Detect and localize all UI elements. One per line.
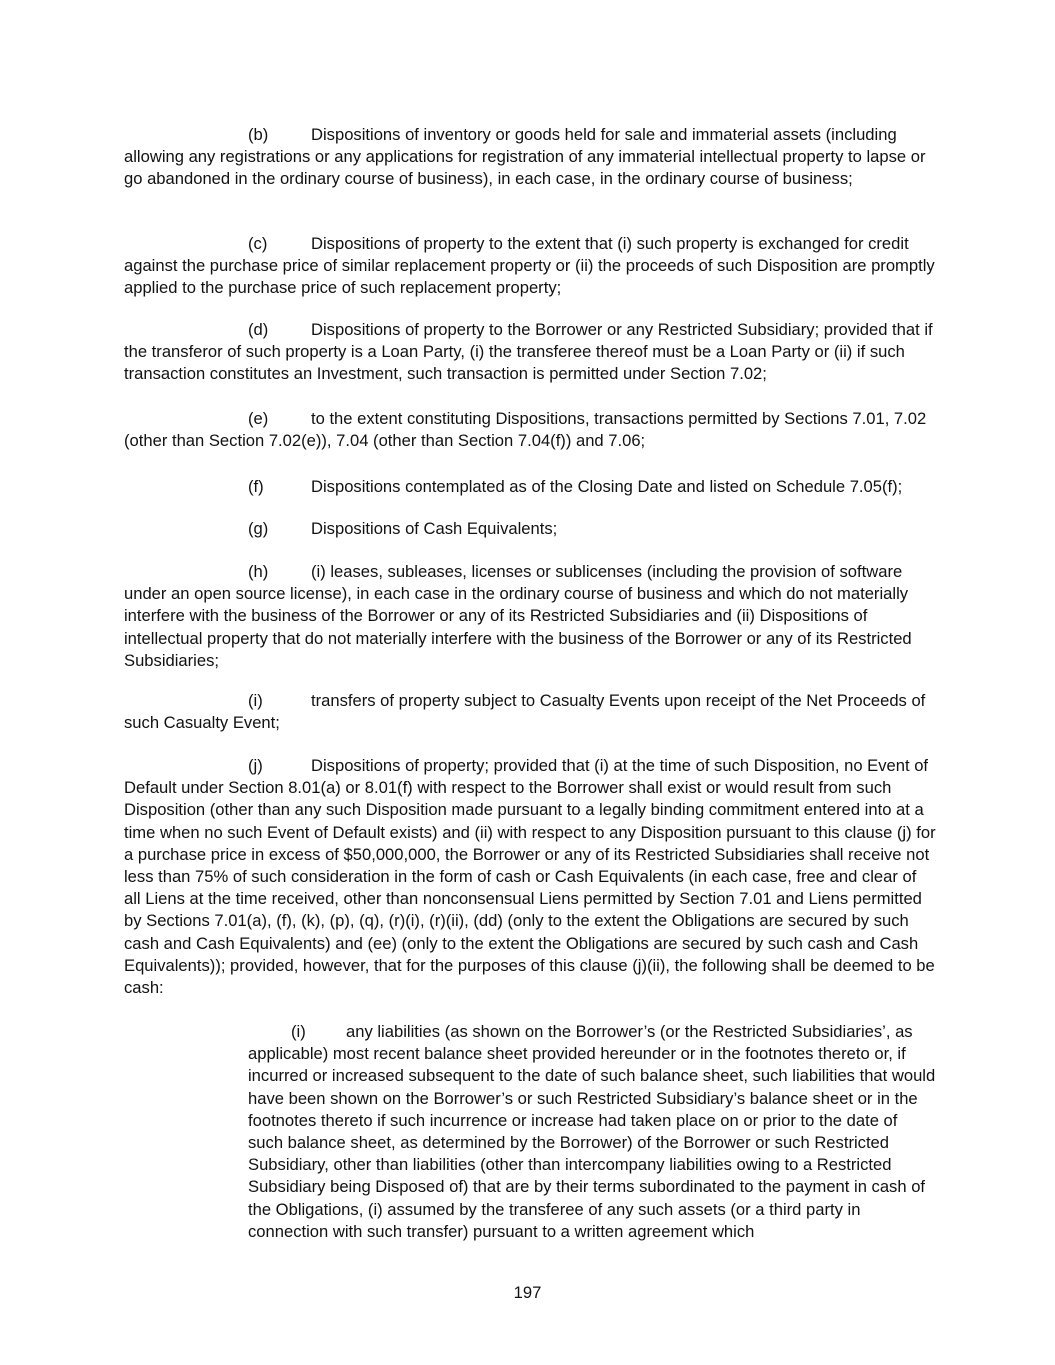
subparagraph-label: (i) — [291, 1022, 306, 1041]
paragraph-label: (e) — [248, 409, 269, 428]
subparagraph-i — [248, 1021, 936, 1243]
paragraph-text: Dispositions of property to the Borrower or any Restricted Subsidiary; provided that if the transferor of such property is a Loan Party, (i) the transferee thereof must be a Loan Party or (ii) if such transaction constitutes an Investment, such transaction is permitted under Section 7.02; — [124, 320, 933, 384]
paragraph-label: (g) — [248, 519, 269, 538]
paragraph-b — [124, 124, 936, 191]
subparagraph-text: any liabilities (as shown on the Borrower’s (or the Restricted Subsidiaries’, as applicable) most recent balance sheet provided hereunder or in the footnotes thereto or, if incurred or increased subsequent to the date of such balance sheet, such liabilities that would have been shown on the Borrower’s or such Restricted Subsidiary’s balance sheet or in the footnotes thereto if such incurrence or increase had taken place on or prior to the date of such balance sheet, as determined by the Borrower) of the Borrower or such Restricted Subsidiary, other than liabilities (other than intercompany liabilities owing to a Restricted Subsidiary being Disposed of) that are by their terms subordinated to the payment in cash of the Obligations, (i) assumed by the transferee of any such assets (or a third party in connection with such transfer) pursuant to a written agreement which — [248, 1022, 936, 1241]
paragraph-text: transfers of property subject to Casualty Events upon receipt of the Net Proceeds of such Casualty Event; — [124, 691, 926, 733]
paragraph-text: Dispositions of inventory or goods held for sale and immaterial assets (including allowing any registrations or any applications for registration of any immaterial intellectual property to lapse or go abandoned in the ordinary course of business), in each case, in the ordinary course of business; — [124, 125, 926, 189]
paragraph-text: Dispositions of property; provided that (i) at the time of such Disposition, no Event of Default under Section 8.01(a) or 8.01(f) with respect to the Borrower shall exist or would result from such Disposition (other than any such Disposition made pursuant to a legally binding commitment entered into at a time when no such Event of Default exists) and (ii) with respect to any Disposition pursuant to this clause (j) for a purchase price in excess of $50,000,000, the Borrower or any of its Restricted Subsidiaries shall receive not less than 75% of such consideration in the form of cash or Cash Equivalents (in each case, free and clear of all Liens at the time received, other than nonconsensual Liens permitted by Section 7.01 and Liens permitted by Sections 7.01(a), (f), (k), (p), (q), (r)(i), (r)(ii), (dd) (only to the extent the Obligations are secured by such cash and Cash Equivalents) and (ee) (only to the extent the Obligations are secured by such cash and Cash Equivalents)); provided, however, that for the purposes of this clause (j)(ii), the following shall be deemed to be cash: — [124, 756, 936, 998]
paragraph-text: Dispositions of property to the extent that (i) such property is exchanged for credit against the purchase price of similar replacement property or (ii) the proceeds of such Disposition are promptly applied to the purchase price of such replacement property; — [124, 234, 935, 298]
paragraph-g — [124, 518, 936, 540]
paragraph-label: (d) — [248, 320, 269, 339]
paragraph-label: (b) — [248, 125, 269, 144]
paragraph-h — [124, 561, 936, 672]
paragraph-text: Dispositions of Cash Equivalents; — [311, 519, 558, 538]
paragraph-text: to the extent constituting Dispositions, transactions permitted by Sections 7.01, 7.02 (other than Section 7.02(e)), 7.04 (other than Section 7.04(f)) and 7.06; — [124, 409, 927, 451]
paragraph-d — [124, 319, 936, 386]
paragraph-label: (i) — [248, 691, 263, 710]
paragraph-label: (c) — [248, 234, 268, 253]
paragraph-label: (j) — [248, 756, 263, 775]
paragraph-text: Dispositions contemplated as of the Closing Date and listed on Schedule 7.05(f); — [311, 477, 903, 496]
paragraph-text: (i) leases, subleases, licenses or sublicenses (including the provision of software under an open source license), in each case in the ordinary course of business and which do not materially interfere with the business of the Borrower or any of its Restricted Subsidiaries and (ii) Dispositions of intellectual property that do not materially interfere with the business of the Borrower or any of its Restricted Subsidiaries; — [124, 562, 912, 670]
paragraph-c — [124, 233, 936, 300]
paragraph-i — [124, 690, 936, 734]
paragraph-j — [124, 755, 936, 999]
paragraph-label: (f) — [248, 477, 264, 496]
paragraph-f — [124, 476, 936, 498]
page-number: 197 — [513, 1283, 542, 1302]
paragraph-label: (h) — [248, 562, 269, 581]
paragraph-e — [124, 408, 936, 452]
